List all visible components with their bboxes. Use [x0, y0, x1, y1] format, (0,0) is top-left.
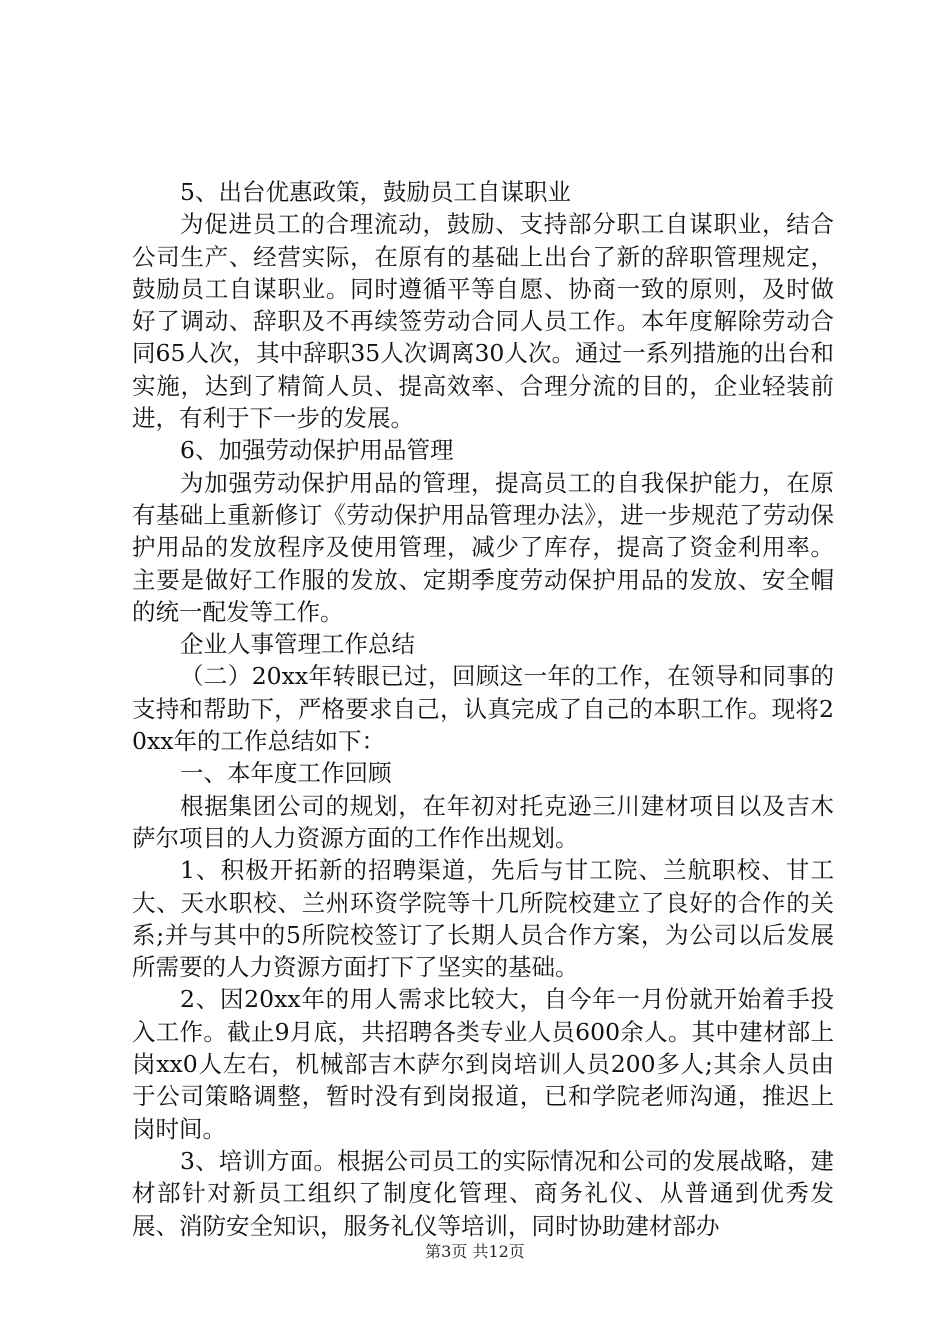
section-heading-review: 一、本年度工作回顾 [180, 759, 392, 788]
paragraph-training: 3、培训方面。根据公司员工的实际情况和公司的发展战略，建材部针对新员工组织了制度化管理、商务礼仪、从普通到优秀发展、消防安全知识，服务礼仪等培训，同时协助建材部办 [132, 1146, 834, 1240]
section-heading-5: 5、出台优惠政策，鼓励员工自谋职业 [180, 178, 571, 206]
paragraph-planning: 根据集团公司的规划，在年初对托克逊三川建材项目以及吉木萨尔项目的人力资源方面的工作作出规划。 [132, 791, 834, 852]
paragraph-recruitment-channels: 1、积极开拓新的招聘渠道，先后与甘工院、兰航职校、甘工大、天水职校、兰州环资学院等十几所院校建立了良好的合作的关系;并与其中的5所院校签订了长期人员合作方案，为公司以后发展所需要的人力资源方面打下了坚实的基础。 [132, 856, 834, 982]
page-footer: 第3页 共12页 [425, 1242, 525, 1261]
document-body [132, 176, 834, 1242]
paragraph-protective-equipment: 为加强劳动保护用品的管理，提高员工的自我保护能力，在原有基础上重新修订《劳动保护用品管理办法》，进一步规范了劳动保护用品的发放程序及使用管理，减少了库存，提高了资金利用率。主要是做好工作服的发放、定期季度劳动保护用品的发放、安全帽的统一配发等工作。 [132, 468, 834, 626]
document-subtitle: 企业人事管理工作总结 [180, 630, 415, 659]
paragraph-intro: （二）20xx年转眼已过，回顾这一年的工作，在领导和同事的支持和帮助下，严格要求自己，认真完成了自己的本职工作。现将20xx年的工作总结如下： [132, 662, 834, 756]
section-heading-6: 6、加强劳动保护用品管理 [180, 436, 454, 465]
paragraph-voluntary-career: 为促进员工的合理流动，鼓励、支持部分职工自谋职业，结合公司生产、经营实际，在原有的基础上出台了新的辞职管理规定，鼓励员工自谋职业。同时遵循平等自愿、协商一致的原则，及时做好了调动、辞职及不再续签劳动合同人员工作。本年度解除劳动合同65人次，其中辞职35人次调离30人次。通过一系列措施的出台和实施，达到了精简人员、提高效率、合理分流的目的，企业轻装前进，有利于下一步的发展。 [132, 210, 834, 433]
paragraph-hiring: 2、因20xx年的用人需求比较大，自今年一月份就开始着手投入工作。截止9月底，共招聘各类专业人员600余人。其中建材部上岗xx0人左右，机械部吉木萨尔到岗培训人员200多人;其余人员由于公司策略调整，暂时没有到岗报道，已和学院老师沟通，推迟上岗时间。 [132, 985, 834, 1143]
